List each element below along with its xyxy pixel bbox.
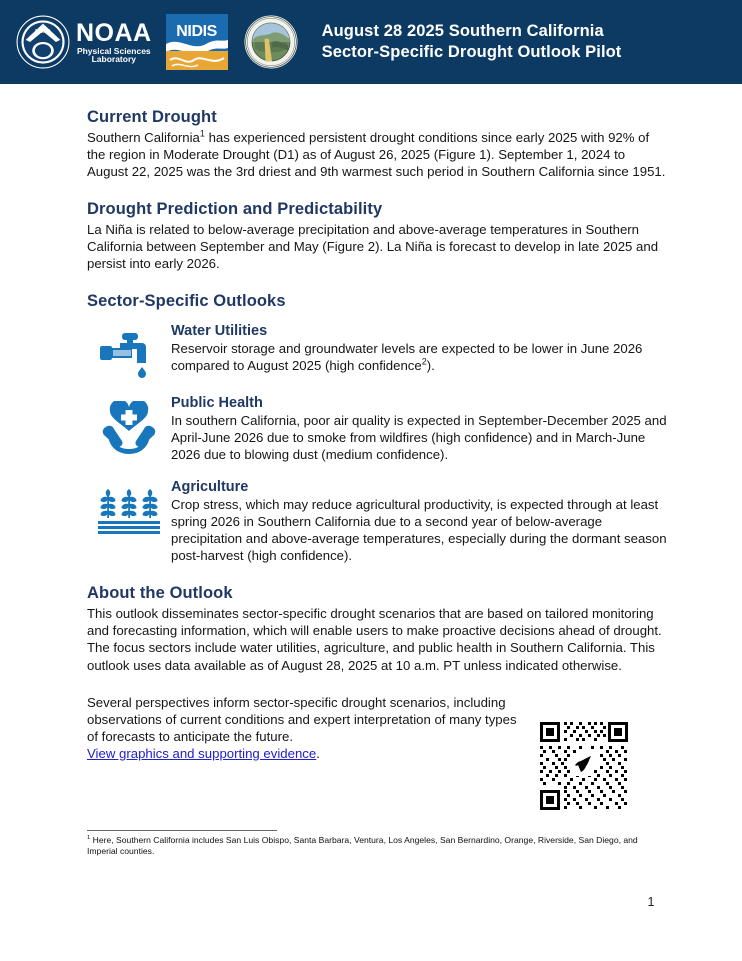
heading-current-drought: Current Drought <box>87 108 217 126</box>
footnote-block <box>87 830 667 858</box>
sector-icon-wrap-agriculture <box>87 479 171 537</box>
footnote-ref-1: 1 <box>199 128 205 139</box>
california-dwr-seal-icon <box>244 15 298 69</box>
heading-about-the-outlook: About the Outlook <box>87 584 233 603</box>
water-faucet-icon <box>98 329 160 379</box>
sector-body-agriculture <box>171 479 667 564</box>
page-title-line1: August 28 2025 Southern California <box>321 21 604 40</box>
nidis-wordmark: NIDIS <box>176 23 217 40</box>
sector-icon-wrap-water <box>87 323 171 379</box>
sector-body-water <box>171 323 667 374</box>
nidis-logo <box>166 14 228 70</box>
sector-title-public-health: Public Health <box>171 395 263 412</box>
sector-agriculture <box>87 479 667 564</box>
noaa-wordmark-main: NOAA <box>76 18 152 47</box>
page-bottom-margin <box>0 940 742 961</box>
sector-text-agriculture: Crop stress, which may reduce agricultural productivity, is expected through at least spring 2026 in Southern California due to a second year of below-average precipitation and above-average temperatures, especially during the dormant season post-harvest (high confidence). <box>171 497 667 564</box>
sector-text-water-utilities <box>171 340 667 374</box>
sector-title-water-utilities: Water Utilities <box>171 323 268 340</box>
footnote-body: Here, Southern California includes San Luis Obispo, Santa Barbara, Ventura, Los Angeles, San Bernardino, Orange, Riverside, San Diego, and Imperial counties. <box>87 835 638 857</box>
noaa-logo <box>16 15 152 69</box>
heading-drought-prediction: Drought Prediction and Predictability <box>87 200 383 219</box>
footnote-ref-2: 2 <box>421 356 427 367</box>
sector-title-agriculture: Agriculture <box>171 479 249 496</box>
page-title-line2: Sector-Specific Drought Outlook Pilot <box>321 43 622 61</box>
sector-body-health <box>171 395 667 463</box>
paragraph-about-outlook: This outlook disseminates sector-specific drought scenarios that are based on tailored monitoring and forecasting information, which will enable users to make proactive decisions ahead of drought. The focus sectors include water utilities, agriculture, and public health in Southern California. This outlook uses data available as of August 28, 2025 at 10 a.m. PT unless indicated otherwise. <box>87 606 662 673</box>
wheat-crops-icon <box>98 485 160 537</box>
noaa-wordmark-sub2: Laboratory <box>91 54 136 64</box>
water-text-pre: Reservoir storage and groundwater levels are expected to be lower in June 2026 compared to August 2025 (high confidence <box>171 341 643 374</box>
noaa-seal-icon <box>16 15 70 69</box>
noaa-wordmark <box>76 18 152 64</box>
current-drought-text-post: has experienced persistent drought conditions since early 2025 with 92% of the region in Moderate Drought (D1) as of August 26, 2025 (Figure 1). September 1, 2024 to August 22, 2025 was the 3rd driest and 9th warmest such period in Southern California since 1951. <box>87 130 666 180</box>
document-header <box>0 0 742 84</box>
sector-text-public-health: In southern California, poor air quality is expected in September-December 2025 and April-June 2026 due to smoke from wildfires (high confidence) and in March-June 2026 due to blowing dust (medium confidence). <box>171 413 667 463</box>
paragraph-drought-prediction: La Niña is related to below-average precipitation and above-average temperatures in Southern California between September and May (Figure 2). La Niña is forecast to develop in late 2025 and persist into early 2026. <box>87 222 659 272</box>
sector-icon-wrap-health <box>87 395 171 459</box>
footnote-marker: 1 <box>87 835 91 842</box>
svg-text:NOAA: NOAA <box>35 28 51 35</box>
page-number: 1 <box>647 895 655 909</box>
qr-code[interactable] <box>538 720 630 812</box>
paragraph-current-drought <box>87 129 667 180</box>
noaa-wordmark-sub1: Physical Sciences <box>76 45 151 56</box>
perspectives-text: Several perspectives inform sector-specific drought scenarios, including observations of current conditions and expert interpretation of many types of forecasts to anticipate the future. <box>87 694 517 744</box>
sector-public-health <box>87 395 667 463</box>
document-body <box>87 108 667 762</box>
logo-strip <box>0 14 298 70</box>
paragraph-perspectives <box>87 694 517 762</box>
link-suffix: . <box>316 745 320 761</box>
heading-sector-specific-outlooks: Sector-Specific Outlooks <box>87 292 286 311</box>
footnote-divider <box>87 830 277 831</box>
water-text-post: ). <box>426 358 435 374</box>
qr-code-icon[interactable] <box>538 720 630 812</box>
footnote-text <box>87 835 667 858</box>
current-drought-text-pre: Southern California <box>87 130 200 145</box>
view-graphics-link[interactable]: View graphics and supporting evidence <box>87 745 317 761</box>
page-title <box>322 21 622 63</box>
heart-in-hands-icon <box>98 401 160 459</box>
sector-water-utilities <box>87 323 667 379</box>
